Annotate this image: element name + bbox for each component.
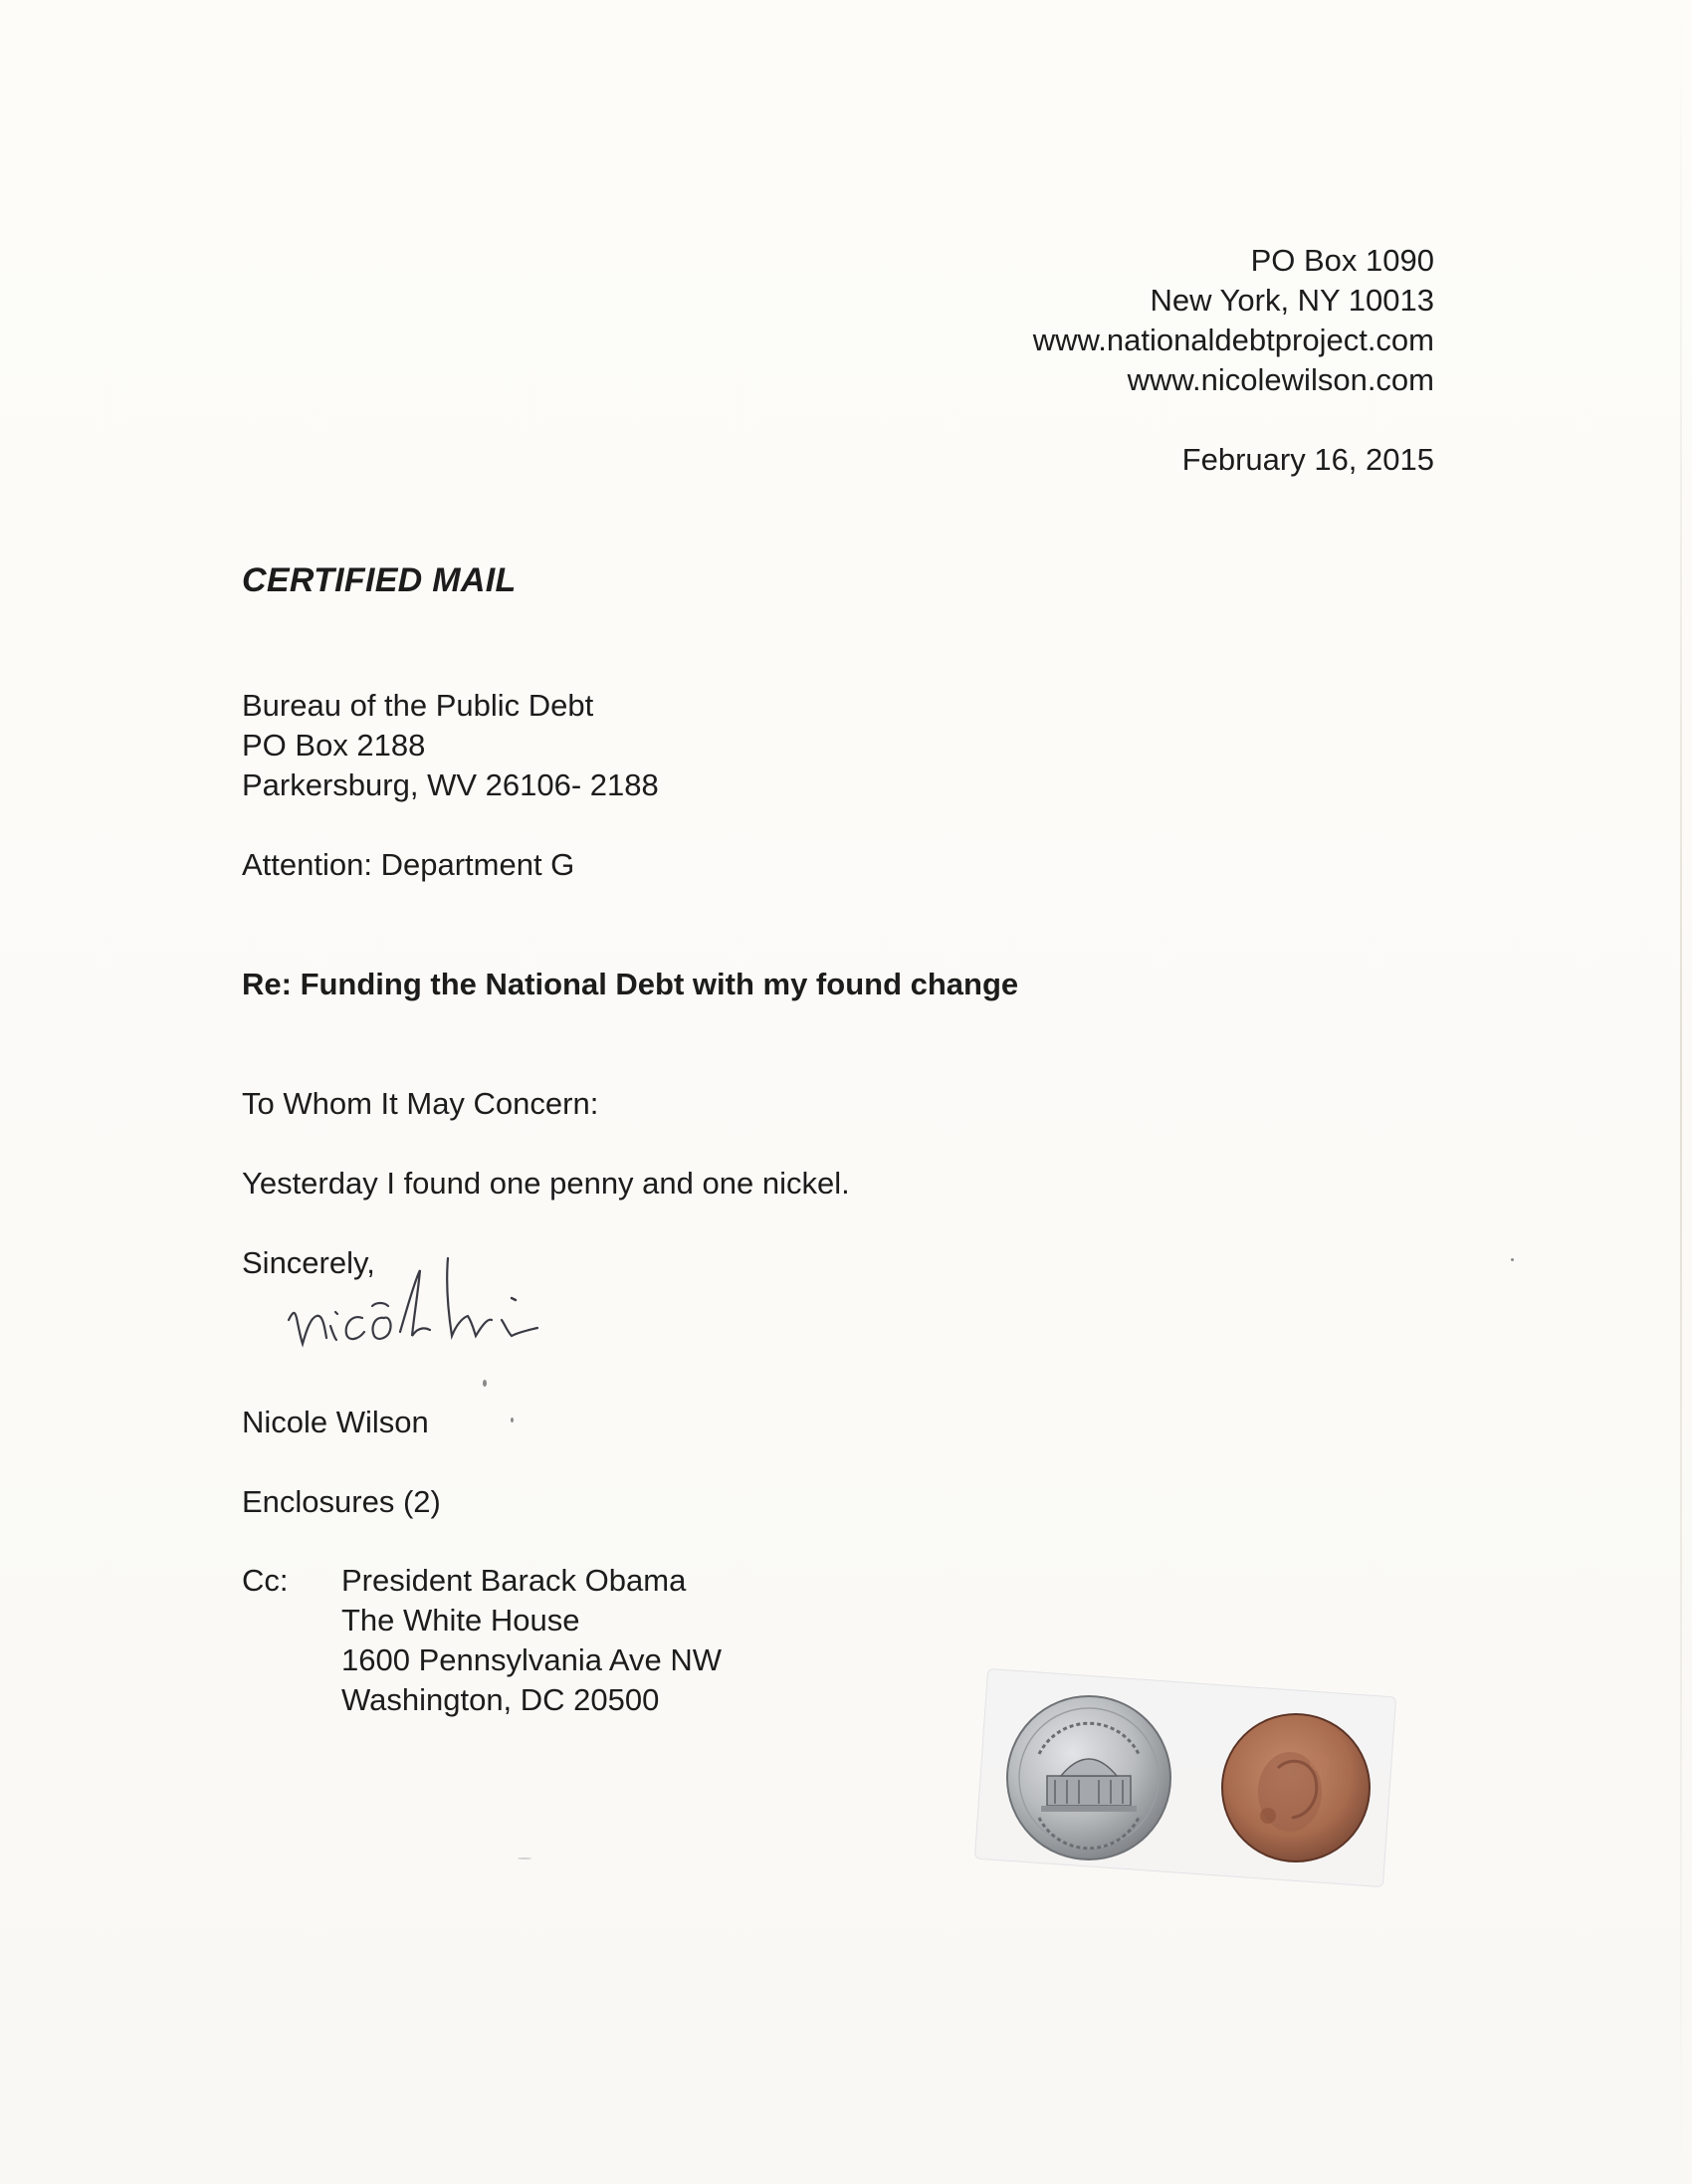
handwritten-signature <box>281 1252 659 1372</box>
paper-speck <box>511 1418 514 1422</box>
sender-po-box: PO Box 1090 <box>1250 243 1434 278</box>
certified-mail-heading: CERTIFIED MAIL <box>242 561 517 599</box>
cc-label: Cc: <box>242 1563 289 1598</box>
letter-date: February 16, 2015 <box>1181 442 1434 477</box>
paper-speck <box>1511 1258 1514 1261</box>
paper-mark <box>518 1857 531 1859</box>
signer-name: Nicole Wilson <box>242 1405 429 1439</box>
recipient-city-line: Parkersburg, WV 26106- 2188 <box>242 767 659 802</box>
recipient-po-box: PO Box 2188 <box>242 728 426 763</box>
sender-website-2: www.nicolewilson.com <box>1127 362 1434 397</box>
closing: Sincerely, <box>242 1245 375 1280</box>
penny-icon <box>1220 1712 1372 1863</box>
paper-speck <box>483 1380 487 1387</box>
sender-city-line: New York, NY 10013 <box>1150 283 1434 318</box>
salutation: To Whom It May Concern: <box>242 1086 599 1121</box>
subject-line: Re: Funding the National Debt with my found change <box>242 967 1019 1001</box>
paper-edge-shadow <box>1680 0 1682 2184</box>
cc-line-building: The White House <box>341 1603 580 1638</box>
recipient-name: Bureau of the Public Debt <box>242 688 594 723</box>
sender-website-1: www.nationaldebtproject.com <box>1032 323 1434 357</box>
enclosures-line: Enclosures (2) <box>242 1484 441 1519</box>
nickel-icon <box>1005 1694 1172 1861</box>
attention-line: Attention: Department G <box>242 847 575 882</box>
letter-body: Yesterday I found one penny and one nickel. <box>242 1166 850 1201</box>
cc-line-city: Washington, DC 20500 <box>341 1682 660 1717</box>
cc-line-name: President Barack Obama <box>341 1563 687 1598</box>
cc-line-street: 1600 Pennsylvania Ave NW <box>341 1642 722 1677</box>
